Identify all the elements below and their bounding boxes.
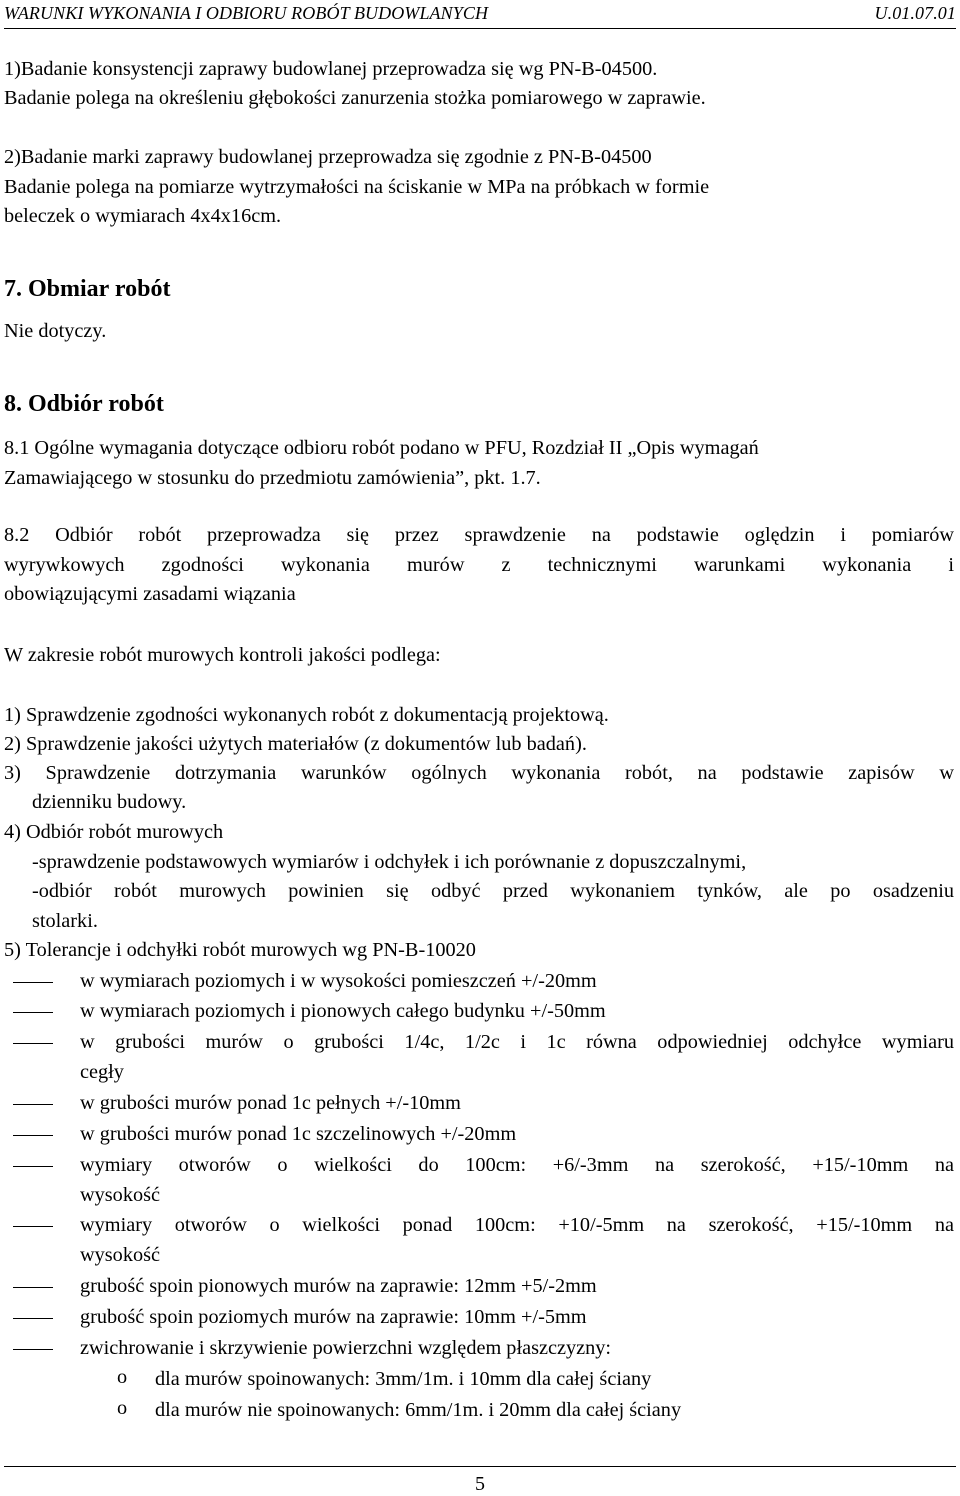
- section-7-text: Nie dotyczy.: [4, 320, 107, 342]
- page-number: 5: [475, 1473, 485, 1495]
- tolerance-item-7-line2: wysokość: [80, 1244, 160, 1266]
- tolerance-item-5: w grubości murów ponad 1c szczelinowych +/-20mm: [80, 1123, 517, 1145]
- circle-bullet: o: [117, 1397, 128, 1419]
- dash-bullet: [13, 1012, 53, 1013]
- tolerance-item-9: grubość spoin poziomych murów na zaprawie: 10mm +/-5mm: [80, 1306, 587, 1328]
- tolerance-item-6-line1: wymiary otworów o wielkości do 100cm: +6/-3mm na szerokość, +15/-10mm na: [80, 1154, 954, 1176]
- control-item-4-sub2-line1: -odbiór robót murowych powinien się odbyć przed wykonaniem tynków, ale po osadzeniu: [32, 880, 954, 902]
- paragraph-8-1-line2: Zamawiającego w stosunku do przedmiotu zamówienia”, pkt. 1.7.: [4, 467, 541, 489]
- subitem-2: dla murów nie spoinowanych: 6mm/1m. i 20mm dla całej ściany: [155, 1399, 682, 1421]
- tolerance-item-1: w wymiarach poziomych i w wysokości pomieszczeń +/-20mm: [80, 970, 597, 992]
- header-title: WARUNKI WYKONANIA I ODBIORU ROBÓT BUDOWLANYCH: [4, 3, 489, 23]
- tolerance-item-3-line1: w grubości murów o grubości 1/4c, 1/2c i 1c równa odpowiedniej odchyłce wymiaru: [80, 1031, 954, 1053]
- control-item-5: 5) Tolerancje i odchyłki robót murowych wg PN-B-10020: [4, 939, 476, 961]
- control-item-2: 2) Sprawdzenie jakości użytych materiałów (z dokumentów lub badań).: [4, 733, 587, 755]
- test2-line1: 2)Badanie marki zaprawy budowlanej przeprowadza się zgodnie z PN-B-04500: [4, 146, 652, 168]
- tolerance-item-4: w grubości murów ponad 1c pełnych +/-10mm: [80, 1092, 461, 1114]
- section-8-heading: 8. Odbiór robót: [4, 391, 164, 417]
- header-code: U.01.07.01: [874, 3, 956, 23]
- tolerance-item-3-line2: cegły: [80, 1061, 124, 1083]
- paragraph-8-2-line1: 8.2 Odbiór robót przeprowadza się przez sprawdzenie na podstawie oględzin i pomiarów: [4, 524, 954, 546]
- tolerance-item-8: grubość spoin pionowych murów na zaprawie: 12mm +5/-2mm: [80, 1275, 597, 1297]
- test2-line3: beleczek o wymiarach 4x4x16cm.: [4, 205, 282, 227]
- dash-bullet: [13, 982, 53, 983]
- paragraph-8-1-line1: 8.1 Ogólne wymagania dotyczące odbioru robót podano w PFU, Rozdział II „Opis wymagań: [4, 437, 759, 459]
- control-item-4: 4) Odbiór robót murowych: [4, 821, 224, 843]
- control-item-3-line2: dzienniku budowy.: [32, 791, 187, 813]
- tolerance-item-2: w wymiarach poziomych i pionowych całego budynku +/-50mm: [80, 1000, 606, 1022]
- dash-bullet: [13, 1135, 53, 1136]
- control-item-3-line1: 3) Sprawdzenie dotrzymania warunków ogólnych wykonania robót, na podstawie zapisów w: [4, 762, 954, 784]
- dash-bullet: [13, 1104, 53, 1105]
- dash-bullet: [13, 1043, 53, 1044]
- paragraph-8-2-line2: wyrywkowych zgodności wykonania murów z technicznymi warunkami wykonania i: [4, 554, 954, 576]
- tolerance-item-6-line2: wysokość: [80, 1184, 160, 1206]
- test1-line2: Badanie polega na określeniu głębokości zanurzenia stożka pomiarowego w zaprawie.: [4, 87, 706, 109]
- control-item-4-sub1: -sprawdzenie podstawowych wymiarów i odchyłek i ich porównanie z dopuszczalnymi,: [32, 851, 747, 873]
- page-header: [4, 2, 956, 28]
- test1-line1: 1)Badanie konsystencji zaprawy budowlanej przeprowadza się wg PN-B-04500.: [4, 58, 658, 80]
- subitem-1: dla murów spoinowanych: 3mm/1m. i 10mm dla całej ściany: [155, 1368, 652, 1390]
- dash-bullet: [13, 1349, 53, 1350]
- dash-bullet: [13, 1166, 53, 1167]
- dash-bullet: [13, 1318, 53, 1319]
- control-item-1: 1) Sprawdzenie zgodności wykonanych robót z dokumentacją projektową.: [4, 704, 609, 726]
- header-rule: [4, 28, 956, 29]
- test2-line2: Badanie polega na pomiarze wytrzymałości na ściskanie w MPa na próbkach w formie: [4, 176, 710, 198]
- tolerance-item-7-line1: wymiary otworów o wielkości ponad 100cm: +10/-5mm na szerokość, +15/-10mm na: [80, 1214, 954, 1236]
- tolerance-item-10: zwichrowanie i skrzywienie powierzchni względem płaszczyzny:: [80, 1337, 612, 1359]
- control-item-4-sub2-line2: stolarki.: [32, 910, 98, 932]
- dash-bullet: [13, 1226, 53, 1227]
- footer-rule: [4, 1466, 956, 1467]
- circle-bullet: o: [117, 1366, 128, 1388]
- paragraph-8-2-line3: obowiązującymi zasadami wiązania: [4, 583, 296, 605]
- control-intro: W zakresie robót murowych kontroli jakości podlega:: [4, 644, 441, 666]
- dash-bullet: [13, 1287, 53, 1288]
- section-7-heading: 7. Obmiar robót: [4, 276, 171, 302]
